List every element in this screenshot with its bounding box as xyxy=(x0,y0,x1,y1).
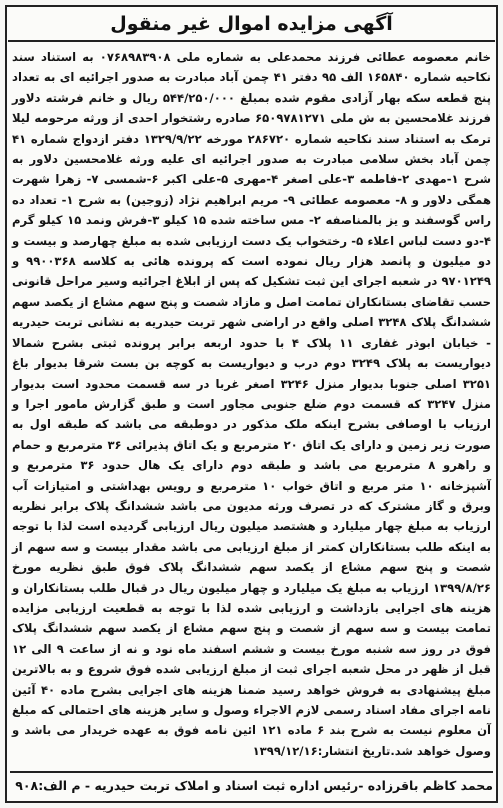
notice-title: آگهی مزایده اموال غیر منقول xyxy=(110,13,393,35)
title-divider xyxy=(8,40,495,42)
notice-signature: محمد کاظم باقرزاده -رئیس اداره ثبت اسناد و املاک تربت حیدریه - م الف:۹۰۸ xyxy=(10,771,493,799)
notice-body: خانم معصومه عطائی فرزند محمدعلی به شماره ملی ۰۷۶۸۹۸۳۹۰۸ به استناد سند نکاحیه شماره ۱۶۵۸۴۰ الف ۹۵ دفتر ۴۱ چمن آباد مبادرت به صدور اجرائیه ای به تعداد پنج قطعه سکه بهار آزادی مقوم شده بمبلغ ۵۴۴/۲۵۰/۰۰۰ ریال و خانم فرشته دلاور فرزند غلامحسین به ش ملی ۶۵۰۹۷۸۱۲۷۱ صادره رشتخوار احدی از ورثه مرحومه لیلا ترمک به استناد سند نکاحیه شماره ۲۸۶۷۲۰ مورخه ۱۳۲۹/۹/۲۲ دفتر ازدواج شماره ۴۱ چمن آباد بخش سلامی مبادرت به صدور اجرائیه ای علیه ورثه غلامحسین دلاور به شرح ۱-مهدی ۲-فاطمه ۳-علی اصغر ۴-مهری ۵-علی اکبر ۶-شمسی ۷- زهرا شهرت همگی دلاور و ۸- معصومه عطائی ۹- مریم ابراهیم نژاد (زوجین) به شرح ۱- تعداد ده راس گوسفند و یز بالمناصفه ۲- مس ساخته شده ۱۵ کیلو ۳-فرش ونمد ۱۵ کیلو گرم ۴-دو دست لباس اعلاء ۵- رختخواب یک دست ارزیابی شده به مبلغ چهارصد و بیست و دو میلیون و پانصد هزار ریال نموده است که پرونده هائی به کلاسه ۹۹۰۰۳۶۸ و ۹۷۰۱۲۴۹ در شعبه اجرای این ثبت تشکیل که پس از ابلاغ اجرائیه وسیر مراحل قانونی حسب تقاضای بستانکاران تمامت اصل و مازاد شصت و پنج سهم مشاع از یکصد سهم ششدانگ پلاک ۳۲۴۸ اصلی واقع در اراضی شهر تربت حیدریه به نشانی تربت حیدریه - خیابان ابوذر غفاری ۱۱ پلاک ۴ با حدود اربعه برابر پرونده ثبتی بشرح شمالا دیواریست به پلاک ۳۲۴۹ دوم درب و دیواریست به کوچه بن بست شرقا بدیوار باغ ۳۲۵۱ اصلی جنوبا بدیوار منزل ۳۲۴۶ اصغر غربا در سه قسمت محدود است بدیوار منزل ۳۲۴۷ که قسمت دوم ضلع جنوبی مجاور است و طبق گزارش مامور اجرا و ارزیاب با اوصافی بشرح اینکه ملک مذکور در دوطبقه می باشد که طبقه اول به صورت زیر زمین و دارای یک اتاق ۲۰ مترمربع و یک اتاق پذیرائی ۳۶ مترمربع و حمام و راهرو ۸ مترمربع می باشد و طبقه دوم دارای یک هال حدود ۳۶ مترمربع و آشپزخانه ۱۰ متر مربع و اتاق خواب ۱۰ مترمربع و رویس بهداشتی و امتیازات آب وبرق و گاز مشترک که در تصرف ورثه مدیون می باشد ششدانگ پلاک برابر نظریه ارزیاب به مبلغ چهار میلیارد و هشتصد میلیون ریال ارزیابی گردیده است لذا با توجه به اینکه طلب بستانکاران کمتر از مبلغ ارزیابی می باشد مقدار بیست و سه سهم از شصت و پنج سهم مشاع از یکصد سهم ششدانگ پلاک فوق طبق نظریه مورخ ۱۳۹۹/۸/۲۶ ارزیاب به مبلغ یک میلیارد و چهار میلیون ریال در قبال طلب بستانکاران و هزینه های اجرایی بازداشت و ارزیابی شده لذا با توجه به قطعیت ارزیابی مزایده تمامت بیست و سه سهم از شصت و پنج سهم مشاع از یکصد سهم ششدانگ پلاک فوق در روز سه شنبه مورخ بیست و ششم اسفند ماه نود و نه از ساعت ۹ الی ۱۲ قبل از ظهر در محل شعبه اجرای ثبت از مبلغ ارزیابی شده فوق شروع و به بالاترین مبلغ پیشنهادی به فروش خواهد رسید ضمنا هزینه های اجرایی بشرح ماده ۴۰ آئین نامه اجرای مفاد اسناد رسمی لازم الاجراء وصول و سایر هزینه های احتمالی که مبلغ آن معلوم نیست به شرح بند ۶ ماده ۱۲۱ ائین نامه فوق به عهده خریدار می باشد و وصول خواهد شد.تاریخ انتشار:۱۳۹۹/۱۲/۱۶ xyxy=(12,50,492,758)
